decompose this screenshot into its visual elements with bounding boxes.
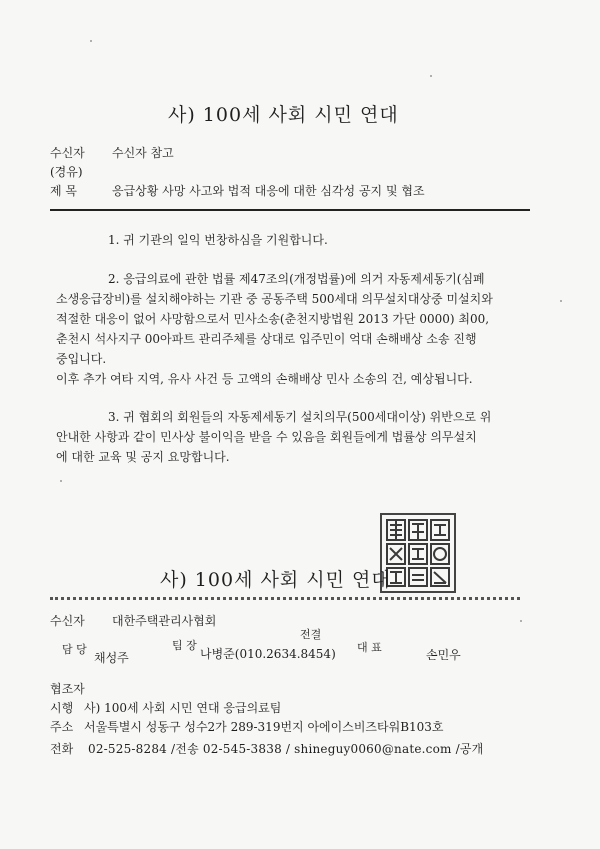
document-title: 사) 100세 사회 시민 연대 — [168, 104, 399, 126]
scan-speck — [430, 75, 432, 77]
subject-label: 제 목 — [50, 184, 77, 198]
representative-label: 대 표 — [357, 641, 382, 654]
paragraph-3-line-3: 에 대한 교육 및 공지 요망합니다. — [56, 450, 230, 464]
staff-name: 채성주 — [94, 651, 129, 665]
phone-value: 02-525-8284 /전송 02-545-3838 / shineguy0060@nate.com /공개 — [88, 742, 484, 756]
scan-speck — [520, 620, 522, 622]
paragraph-2-line-3: 적절한 대응이 없어 사망함으로서 민사소송(춘천지방법원 2013 가단 0000) 최00, — [56, 312, 490, 326]
execution-value: 사) 100세 사회 시민 연대 응급의료팀 — [84, 701, 282, 715]
footer-dotted-rule — [50, 597, 520, 600]
scan-speck — [560, 300, 562, 302]
paragraph-2-line-6: 이후 추가 여타 지역, 유사 사건 등 고액의 손해배상 민사 소송의 건, 예상됩니다. — [56, 372, 473, 386]
paragraph-3-line-2: 안내한 사항과 같이 민사상 불이익을 받을 수 있음을 회원들에게 법률상 의무설치 — [56, 430, 477, 444]
representative-name: 손민우 — [426, 648, 461, 662]
scan-speck — [90, 40, 92, 42]
scan-speck — [60, 480, 62, 482]
recipient-value: 수신자 참고 — [112, 146, 174, 160]
subject-value: 응급상황 사망 사고와 법적 대응에 대한 심각성 공지 및 협조 — [112, 184, 425, 198]
recipient-label: 수신자 — [50, 146, 85, 160]
paragraph-2-line-2: 소생응급장비)를 설치해야하는 기관 중 공동주택 500세대 의무설치대상중 미설치와 — [56, 292, 493, 306]
footer-recipient-value: 대한주택관리사협회 — [112, 614, 217, 628]
address-label: 주소 — [50, 720, 74, 734]
cooperator-label: 협조자 — [50, 682, 85, 696]
team-leader-label: 팀 장 — [172, 639, 197, 652]
via-label: (경유) — [50, 165, 83, 179]
official-seal — [380, 513, 456, 593]
footer-recipient-label: 수신자 — [50, 614, 85, 628]
footer-organization-title: 사) 100세 사회 시민 연대 — [160, 569, 391, 591]
staff-label: 담 당 — [62, 643, 87, 656]
paragraph-2-line-5: 중입니다. — [56, 352, 107, 366]
seal-glyphs — [382, 515, 454, 591]
phone-label: 전화 — [50, 742, 74, 756]
paragraph-2-line-4: 춘천시 석사지구 00아파트 관리주체를 상대로 입주민이 억대 손해배상 소송 진행 — [56, 332, 477, 346]
paragraph-2-line-1: 2. 응급의료에 관한 법률 제47조의(개정법률)에 의거 자동제세동기(심폐 — [108, 272, 485, 286]
paragraph-1: 1. 귀 기관의 일익 번창하심을 기원합니다. — [108, 233, 328, 247]
execution-label: 시행 — [50, 701, 74, 715]
address-value: 서울특별시 성동구 성수2가 289-319번지 아에이스비즈타워B103호 — [84, 720, 444, 734]
approval-label: 전결 — [300, 628, 322, 641]
header-rule — [50, 209, 530, 211]
paragraph-3-line-1: 3. 귀 협회의 회원들의 자동제세동기 설치의무(500세대이상) 위반으로 위 — [108, 410, 492, 424]
team-leader-name: 나병준(010.2634.8454) — [200, 647, 336, 661]
